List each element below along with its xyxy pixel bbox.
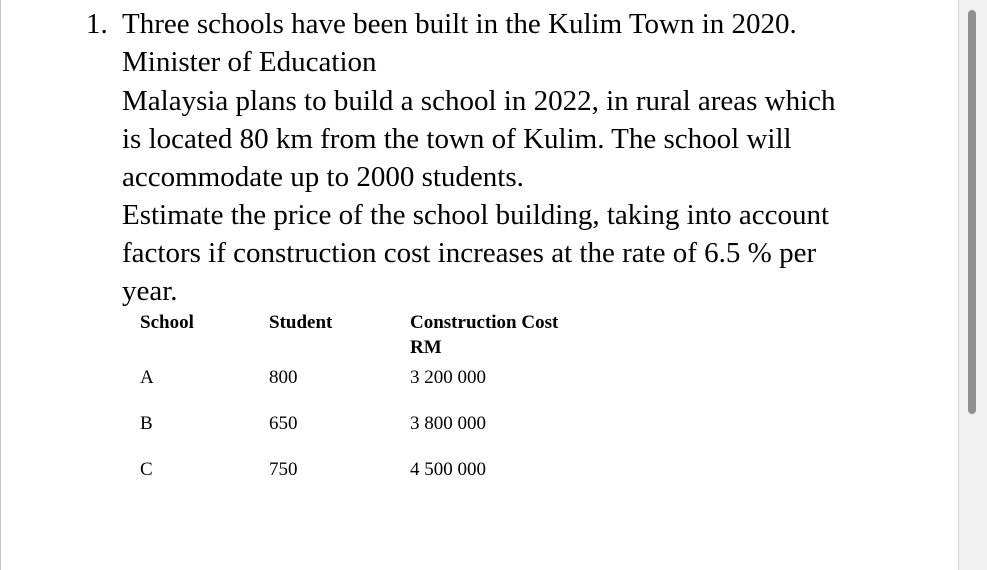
cell-school: C bbox=[140, 459, 153, 480]
question-line-7: factors if construction cost increases at the rate of 6.5 % per bbox=[122, 237, 817, 269]
scrollbar-divider bbox=[958, 0, 959, 570]
question-line-8: year. bbox=[122, 275, 178, 307]
header-school: School bbox=[140, 312, 194, 333]
scrollbar-thumb[interactable] bbox=[968, 10, 976, 414]
cell-student: 800 bbox=[269, 367, 298, 388]
header-student: Student bbox=[269, 312, 333, 333]
question-line-6: Estimate the price of the school building, taking into account bbox=[122, 199, 830, 231]
cell-student: 650 bbox=[269, 413, 298, 434]
cell-student: 750 bbox=[269, 459, 298, 480]
question-number: 1. bbox=[86, 8, 108, 40]
question-line-2: Minister of Education bbox=[122, 46, 377, 78]
cell-school: B bbox=[140, 413, 153, 434]
cell-cost: 4 500 000 bbox=[410, 459, 486, 480]
cell-cost: 3 200 000 bbox=[410, 367, 486, 388]
question-line-1: Three schools have been built in the Kulim Town in 2020. bbox=[122, 8, 797, 40]
cell-school: A bbox=[140, 367, 154, 388]
question-line-4: is located 80 km from the town of Kulim. The school will bbox=[122, 123, 792, 155]
question-line-3: Malaysia plans to build a school in 2022, in rural areas which bbox=[122, 85, 836, 117]
page-left-border bbox=[0, 0, 1, 570]
question-line-5: accommodate up to 2000 students. bbox=[122, 161, 524, 193]
cell-cost: 3 800 000 bbox=[410, 413, 486, 434]
header-cost-unit: RM bbox=[410, 337, 442, 358]
header-construction-cost: Construction Cost bbox=[410, 312, 559, 333]
